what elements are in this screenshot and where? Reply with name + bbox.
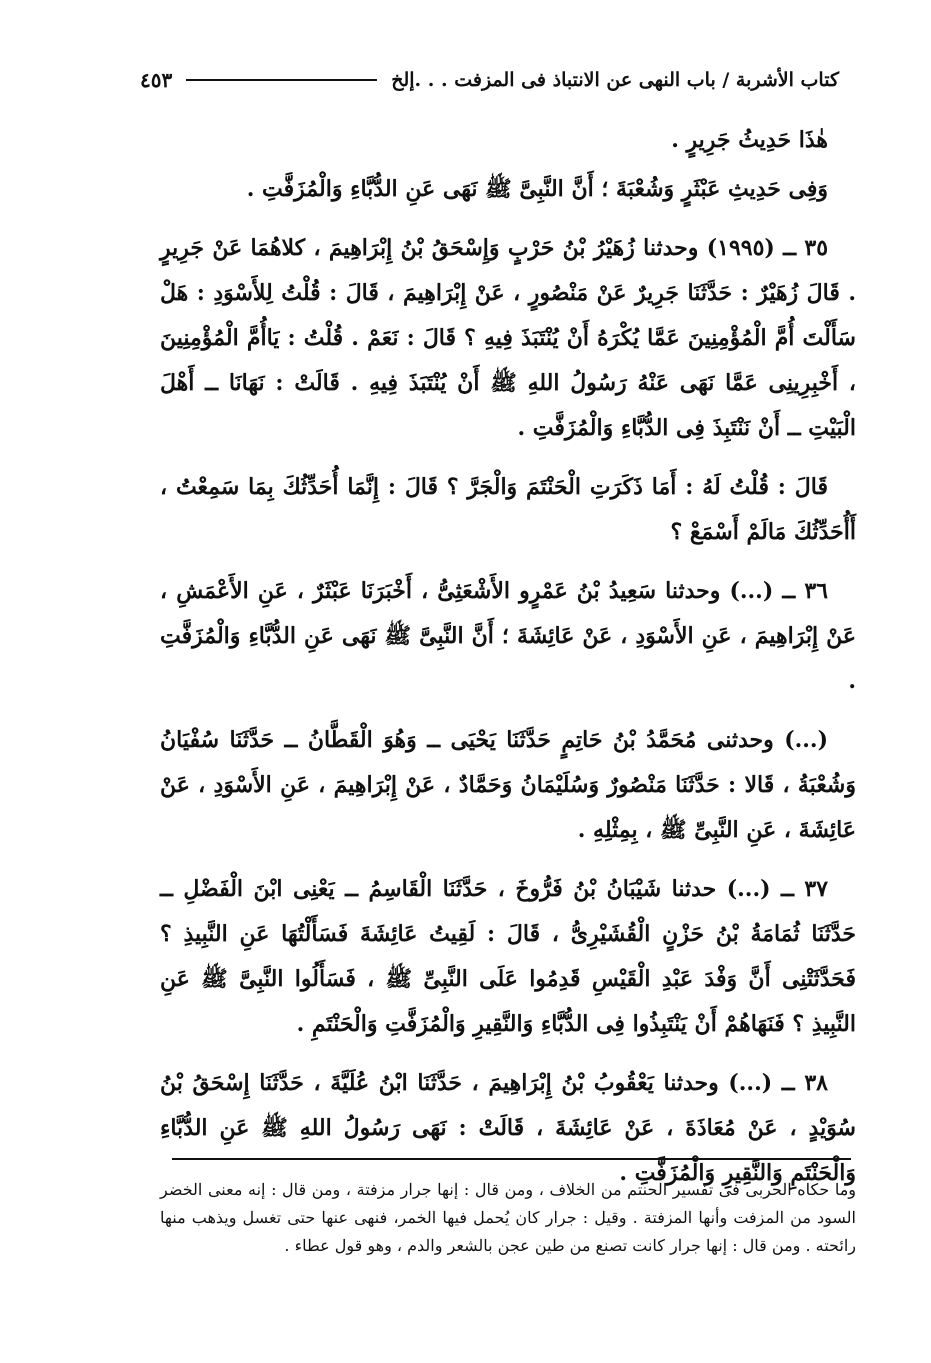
header-title: كتاب الأشربة / باب النهى عن الانتباذ فى المزفت . . .إلخ: [391, 69, 839, 91]
footnote-text: وما حكاه الحربى فى تفسير الحنتم من الخلاف ، ومن قال : إنها جرار مزفتة ، ومن قال : إنه معنى الخضر السود من المزفت وأنها المزفتة . وقيل : جرار كان يُحمل فيها الخمر، فنهى عنها حتى تغسل ويذهب منها رائحته . ومن قال : إنها جرار كانت تصنع من طين عجن بالشعر والدم ، وهو قول عطاء .: [160, 1180, 856, 1255]
paragraph: وَفِى حَدِيثِ عَبْثَرٍ وَشُعْبَةَ ؛ أَنَّ النَّبِىَّ ﷺ نَهَى عَنِ الدُّبَّاءِ وَالْمُزَفَّتِ .: [246, 176, 828, 202]
footnote: [160, 1176, 856, 1260]
hadith-35: ٣٥ ــ (١٩٩٥) وحدثنا زُهَيْرُ بْنُ حَرْبٍ وَإِسْحَقُ بْنُ إِبْرَاهِيمَ ، كلاهُمَا عَنْ جَرِيرٍ . قَالَ زُهَيْرٌ : حَدَّثَنَا جَرِيرٌ عَنْ مَنْصُورٍ ، عَنْ إِبْرَاهِيمَ ، قَالَ : قُلْتُ لِلأَسْوَدِ : هَلْ سَأَلْتَ أُمَّ الْمُؤْمِنِينَ عَمَّا يُكْرَهُ أَنْ يُنْتَبَذَ فِيهِ ؟ قَالَ : نَعَمْ . قُلْتُ : يَاأُمَّ الْمُؤْمِنِينَ ، أَخْبِرِينِى عَمَّا نَهَى عَنْهُ رَسُولُ اللهِ ﷺ أَنْ يُنْتَبَذَ فِيهِ . قَالَتْ : نَهَانَا ــ أَهْلَ الْبَيْتِ ــ أَنْ نَنْتَبِذَ فِى الدُّبَّاءِ وَالْمُزَفَّتِ .: [160, 235, 856, 441]
hadith-36: ٣٦ ــ (...) وحدثنا سَعِيدُ بْنُ عَمْرٍو الأَشْعَثِىُّ ، أَخْبَرَنَا عَبْثَرٌ ، عَنِ الأَعْمَشِ ، عَنْ إِبْرَاهِيمَ ، عَنِ الأَسْوَدِ ، عَنْ عَائِشَةَ ؛ أَنَّ النَّبِىَّ ﷺ نَهَى عَنِ الدُّبَّاءِ وَالْمُزَفَّتِ .: [160, 578, 856, 694]
footnote-divider: [172, 1158, 851, 1160]
page-number: ٤٥٣: [140, 68, 173, 92]
main-text: [160, 118, 856, 1210]
hadith-38: ٣٨ ــ (...) وحدثنا يَعْقُوبُ بْنُ إِبْرَاهِيمَ ، حَدَّثَنَا ابْنُ عُلَيَّةَ ، حَدَّثَنَا إِسْحَقُ بْنُ سُوَيْدٍ ، عَنْ مُعَاذَةَ ، عَنْ عَائِشَةَ ، قَالَتْ : نَهَى رَسُولُ اللهِ ﷺ عَنِ الدُّبَّاءِ وَالْحَنْتَمِ وَالنَّقِيرِ وَالْمُزَفَّتِ .: [160, 1070, 856, 1186]
hadith-37: ٣٧ ــ (...) حدثنا شَيْبَانُ بْنُ فَرُّوخَ ، حَدَّثَنَا الْقَاسِمُ ــ يَعْنِى ابْنَ الْفَضْلِ ــ حَدَّثَنَا ثُمَامَةُ بْنُ حَزْنٍ الْقُشَيْرِىُّ ، قَالَ : لَقِيتُ عَائِشَةَ فَسَأَلْتُهَا عَنِ النَّبِيذِ ؟ فَحَدَّثَتْنِى أَنَّ وَفْدَ عَبْدِ الْقَيْسِ قَدِمُوا عَلَى النَّبِىِّ ﷺ ، فَسَأَلُوا النَّبِىَّ ﷺ عَنِ النَّبِيذِ ؟ فَنَهَاهُمْ أَنْ يَنْتَبِذُوا فِى الدُّبَّاءِ وَالنَّقِيرِ وَالْمُزَفَّتِ وَالْحَنْتَمِ .: [160, 876, 856, 1037]
paragraph: قَالَ : قُلْتُ لَهُ : أَمَا ذَكَرَتِ الْحَنْتَمَ وَالْجَرَّ ؟ قَالَ : إِنَّمَا أُحَدِّثُكَ بِمَا سَمِعْتُ ، أَأُحَدِّثُكَ مَالَمْ أَسْمَعْ ؟: [160, 474, 856, 545]
paragraph: (...) وحدثنى مُحَمَّدُ بْنُ حَاتِمٍ حَدَّثَنَا يَحْيَى ــ وَهُوَ الْقَطَّانُ ــ حَدَّثَنَا سُفْيَانُ وَشُعْبَةُ ، قَالا : حَدَّثَنَا مَنْصُورٌ وَسُلَيْمَانُ وَحَمَّادٌ ، عَنْ إِبْرَاهِيمَ ، عَنِ الأَسْوَدِ ، عَنْ عَائِشَةَ ، عَنِ النَّبِىِّ ﷺ ، بِمِثْلِهِ .: [160, 727, 856, 843]
paragraph: هٰذَا حَدِيثُ جَرِيرٍ .: [671, 127, 828, 153]
header-rule: [186, 79, 377, 81]
running-header: [140, 62, 839, 98]
